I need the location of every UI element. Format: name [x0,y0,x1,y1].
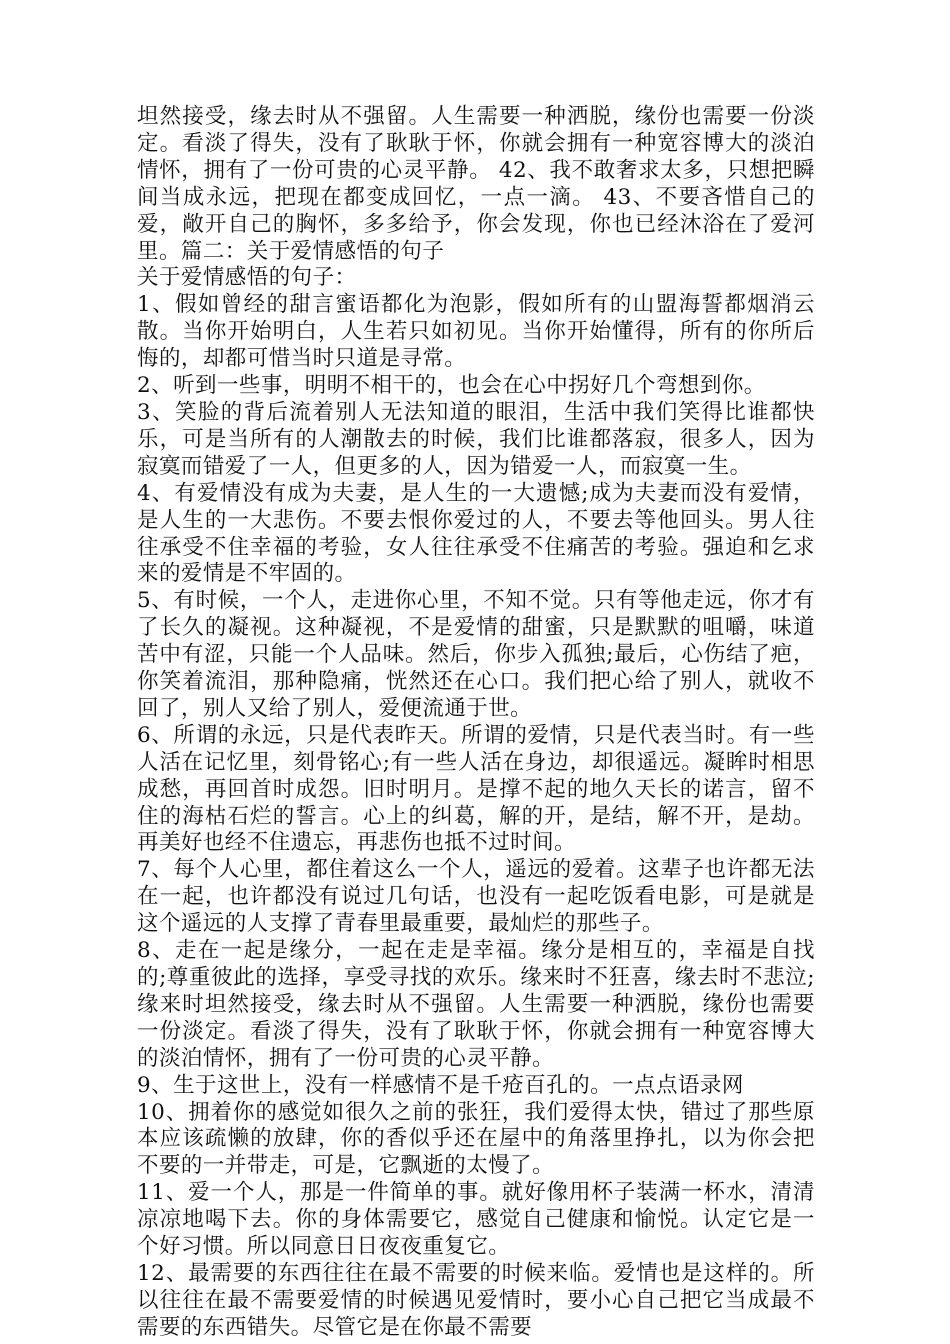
paragraph-intro-continuation: 坦然接受，缘去时从不强留。人生需要一种洒脱，缘份也需要一份淡定。看淡了得失，没有了耿耿于怀，你就会拥有一种宽容博大的淡泊情怀，拥有了一份可贵的心灵平静。 42、我不敢奢求太多，只想把瞬间当成永远，把现在都变成回忆，一点一滴。 43、不要吝惜自己的爱，敞开自己的胸怀，多多给予，你会发现，你也已经沐浴在了爱河里。篇二：关于爱情感悟的句子 [137,104,815,264]
list-item-9: 9、生于这世上，没有一样感情不是千疮百孔的。一点点语录网 [137,1072,744,1098]
list-item-4: 4、有爱情没有成为夫妻，是人生的一大遗憾;成为夫妻而没有爱情，是人生的一大悲伤。不要去恨你爱过的人，不要去等他回头。男人往往承受不住幸福的考验，女人往往承受不住痛苦的考验。强迫和乞求来的爱情是不牢固的。 [137,480,815,587]
list-item-8: 8、走在一起是缘分，一起在走是幸福。缘分是相互的，幸福是自找的;尊重彼此的选择，享受寻找的欢乐。缘来时不狂喜，缘去时不悲泣;缘来时坦然接受，缘去时从不强留。人生需要一种洒脱，缘份也需要一份淡定。看淡了得失，没有了耿耿于怀，你就会拥有一种宽容博大的淡泊情怀，拥有了一份可贵的心灵平静。 [137,938,815,1071]
list-item-12: 12、最需要的东西往往在最不需要的时候来临。爱情也是这样的。所以往往在最不需要爱情的时候遇见爱情时，要小心自己把它当成最不需要的东西错失。尽管它是在你最不需要 [137,1260,815,1340]
list-item-7: 7、每个人心里，都住着这么一个人，遥远的爱着。这辈子也许都无法在一起，也许都没有说过几句话，也没有一起吃饭看电影，可是就是这个遥远的人支撑了青春里最重要，最灿烂的那些子。 [137,857,815,937]
section-heading: 关于爱情感悟的句子： [137,265,357,291]
list-item-5: 5、有时候，一个人，走进你心里，不知不觉。只有等他走远，你才有了长久的凝视。这种凝视，不是爱情的甜蜜，只是默默的咀嚼，味道苦中有涩，只能一个人品味。然后，你步入孤独;最后，心伤结了疤，你笑着流泪，那种隐痛，恍然还在心口。我们把心给了别人，就收不回了，别人又给了别人，爱便流通于世。 [137,588,815,721]
list-item-11: 11、爱一个人，那是一件简单的事。就好像用杯子装满一杯水，清清凉凉地喝下去。你的身体需要它，感觉自己健康和愉悦。认定它是一个好习惯。所以同意日日夜夜重复它。 [137,1180,815,1260]
list-item-1: 1、假如曾经的甜言蜜语都化为泡影，假如所有的山盟海誓都烟消云散。当你开始明白，人生若只如初见。当你开始懂得，所有的你所后悔的，却都可惜当时只道是寻常。 [137,292,815,372]
list-item-6: 6、所谓的永远，只是代表昨天。所谓的爱情，只是代表当时。有一些人活在记忆里，刻骨铭心;有一些人活在身边，却很遥远。凝眸时相思成愁，再回首时成怨。旧时明月。是撑不起的地久天长的诺言，留不住的海枯石烂的誓言。心上的纠葛，解的开，是结，解不开，是劫。再美好也经不住遗忘，再悲伤也抵不过时间。 [137,722,815,856]
list-item-3: 3、笑脸的背后流着别人无法知道的眼泪，生活中我们笑得比谁都快乐，可是当所有的人潮散去的时候，我们比谁都落寂，很多人，因为寂寞而错爱了一人，但更多的人，因为错爱一人，而寂寞一生。 [137,399,815,479]
document-page [137,104,815,1342]
list-item-10: 10、拥着你的感觉如很久之前的张狂，我们爱得太快，错过了那些原本应该疏懒的放肆，你的香似乎还在屋中的角落里挣扎，以为你会把不要的一并带走，可是，它飘逝的太慢了。 [137,1099,815,1179]
list-item-2: 2、听到一些事，明明不相干的，也会在心中拐好几个弯想到你。 [137,373,766,399]
